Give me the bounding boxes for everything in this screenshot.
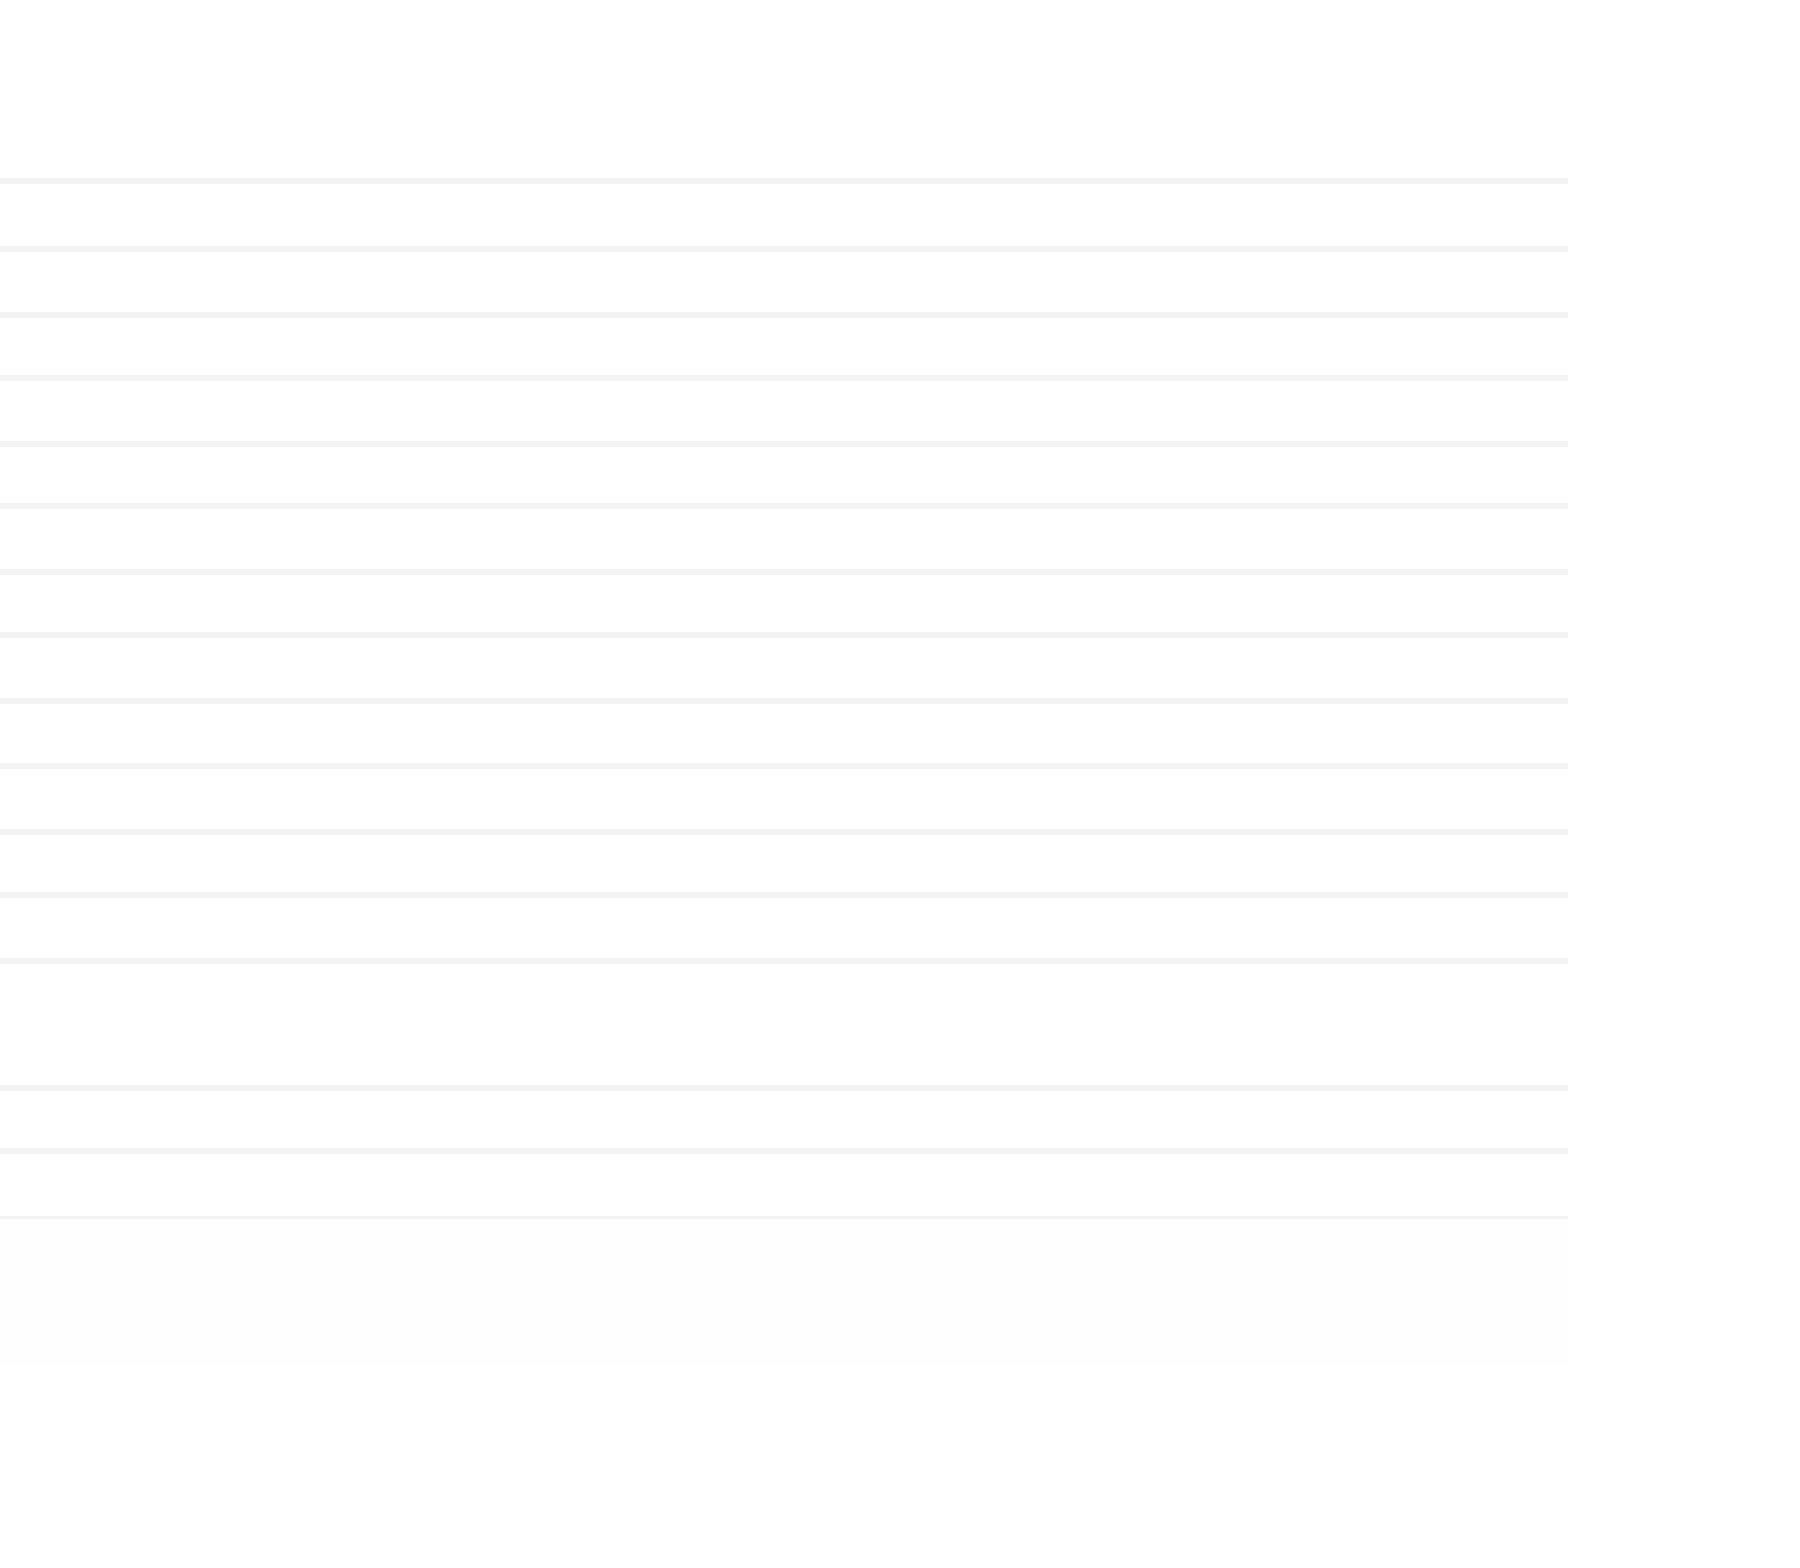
- list-row: [0, 1085, 1568, 1148]
- list-row: [0, 829, 1568, 892]
- list-row: [0, 632, 1568, 698]
- blank-gap: [0, 964, 1568, 1085]
- list-row: [0, 312, 1568, 375]
- header-area: [0, 0, 1568, 178]
- list-row: [0, 1148, 1568, 1216]
- footer-area: [0, 1219, 1568, 1365]
- list-row: [0, 892, 1568, 958]
- list-row: [0, 569, 1568, 632]
- list-row: [0, 375, 1568, 441]
- list-row: [0, 178, 1568, 246]
- list-row: [0, 441, 1568, 503]
- list-row: [0, 246, 1568, 312]
- list-row: [0, 503, 1568, 569]
- list-row: [0, 698, 1568, 763]
- list-row: [0, 763, 1568, 829]
